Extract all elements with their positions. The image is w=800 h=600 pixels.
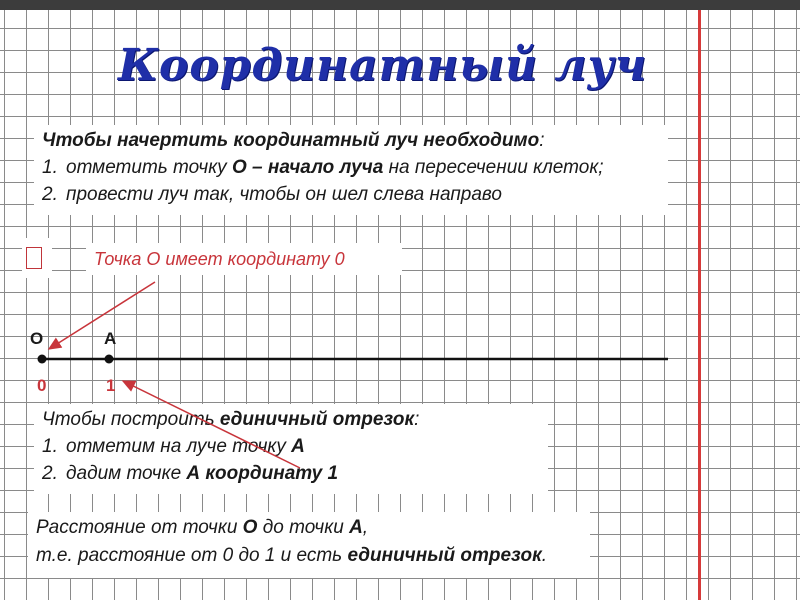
- distance-text: до точки: [257, 517, 350, 538]
- unit-item-bold: А: [291, 436, 305, 457]
- coordinate-label-0: 0: [37, 376, 47, 395]
- rules-heading-tail: :: [539, 130, 545, 151]
- unit-heading-text: Чтобы построить: [42, 409, 220, 430]
- distance-text: т.е. расстояние от 0 до 1 и есть: [36, 545, 348, 566]
- unit-heading-tail: :: [414, 409, 420, 430]
- unit-item-text: дадим точке: [66, 463, 187, 484]
- point-a: [105, 355, 114, 364]
- distance-text: .: [541, 545, 547, 566]
- rules-item-number: 2.: [42, 184, 58, 205]
- coordinate-label-1: 1: [106, 376, 116, 395]
- slide-title: Координатный луч: [118, 40, 648, 91]
- rules-item-tail: на пересечении клеток;: [383, 157, 604, 178]
- rules-item-bold: О – начало луча: [231, 157, 384, 178]
- unit-heading-bold: единичный отрезок: [219, 409, 415, 430]
- unit-pointer-arrow: [123, 381, 300, 468]
- origin-pointer-arrow: [49, 282, 155, 349]
- distance-bold: единичный отрезок: [347, 545, 542, 566]
- origin-note: Точка О имеет координату 0: [86, 243, 402, 275]
- point-label-a: А: [104, 329, 117, 348]
- distance-text: Расстояние от точки: [36, 517, 243, 538]
- rules-item-number: 1.: [42, 157, 58, 178]
- unit-item-text: отметим на луче точку: [66, 436, 292, 457]
- distance-bold: О: [242, 517, 258, 538]
- point-o: [38, 355, 47, 364]
- distance-text: ,: [362, 517, 369, 538]
- rules-heading-text: Чтобы начертить координатный луч необходимо: [42, 130, 540, 151]
- unit-item-number: 1.: [42, 436, 58, 457]
- distance-bold: А: [349, 517, 363, 538]
- point-label-o: О: [30, 329, 44, 348]
- rules-item-text: провести луч так, чтобы он шел слева направо: [66, 184, 502, 205]
- unit-item-number: 2.: [42, 463, 58, 484]
- rules-item-text: отметить точку: [66, 157, 232, 178]
- unit-item-bold: А координату 1: [186, 463, 339, 484]
